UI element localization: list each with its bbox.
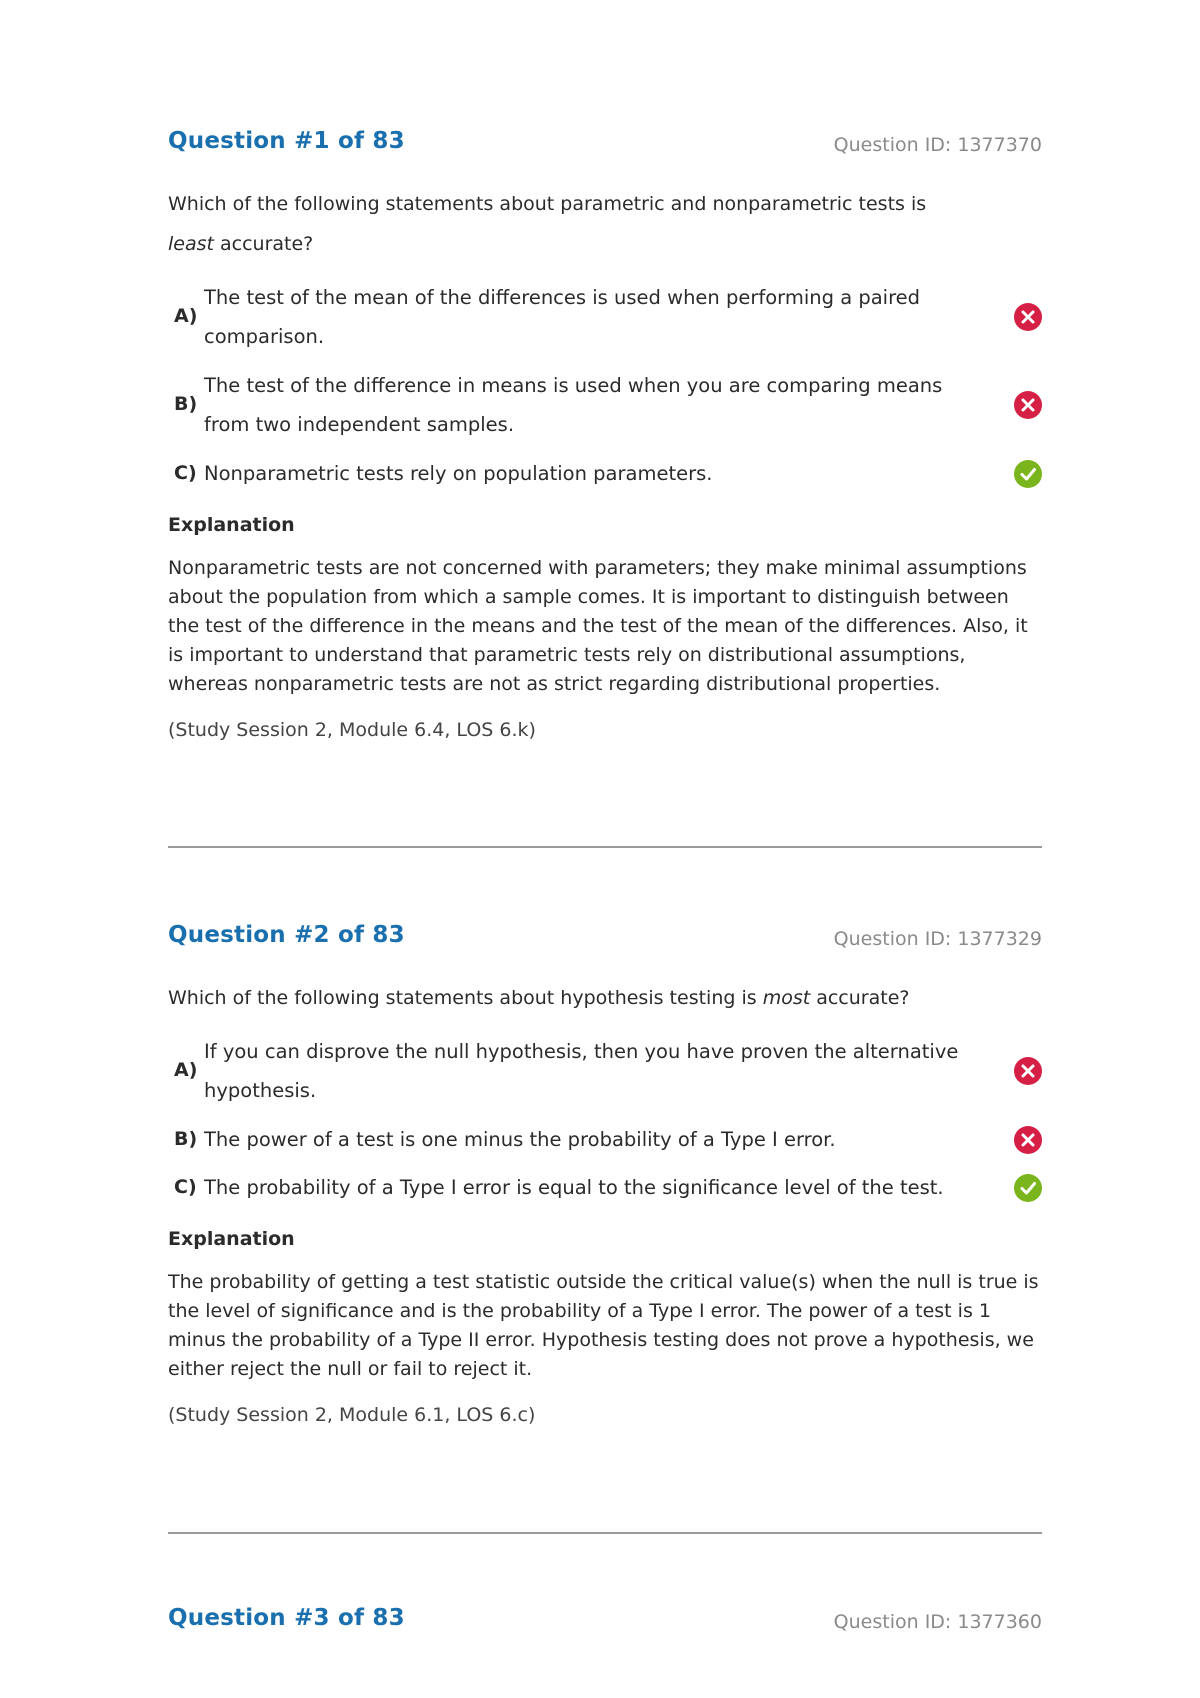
option-c[interactable] <box>168 1168 1042 1208</box>
question-3 <box>168 1605 1042 1645</box>
question-divider <box>168 846 1042 848</box>
question-stem: Which of the following statements about hypothesis testing is most accurate? <box>168 987 910 1009</box>
option-letter: A) <box>174 1059 198 1081</box>
stem-emphasis: most <box>762 987 811 1009</box>
question-header <box>168 128 1042 168</box>
option-letter: C) <box>174 1176 197 1198</box>
explanation-title: Explanation <box>168 514 295 536</box>
option-letter: B) <box>174 1128 198 1150</box>
question-id: Question ID: 1377360 <box>833 1611 1042 1633</box>
question-stem: Which of the following statements about parametric and nonparametric tests is least accurate? <box>168 193 927 255</box>
x-circle-icon <box>1014 391 1042 419</box>
x-circle-icon <box>1014 1057 1042 1085</box>
option-a[interactable] <box>168 1032 1042 1110</box>
check-circle-icon <box>1014 460 1042 488</box>
question-divider <box>168 1532 1042 1534</box>
option-text: The test of the difference in means is used when you are comparing means from two independent samples. <box>204 374 943 436</box>
option-b[interactable] <box>168 1120 1042 1160</box>
option-text: The test of the mean of the differences is used when performing a paired comparison. <box>204 286 921 348</box>
x-circle-icon <box>1014 303 1042 331</box>
question-1 <box>168 128 1042 741</box>
option-a[interactable] <box>168 278 1042 356</box>
question-title: Question #2 of 83 <box>168 922 405 948</box>
check-circle-icon <box>1014 1174 1042 1202</box>
stem-emphasis: least <box>168 233 214 255</box>
option-text: The power of a test is one minus the probability of a Type I error. <box>204 1128 836 1151</box>
question-id: Question ID: 1377329 <box>833 928 1042 950</box>
question-title: Question #1 of 83 <box>168 128 405 154</box>
explanation-text: Nonparametric tests are not concerned with parameters; they make minimal assumptions about the population from which a sample comes. It is important to distinguish between the test of the difference in the means and the test of the mean of the differences. Also, it is important to understand that parametric tests rely on distributional assumptions, whereas nonparametric tests are not as strict regarding distributional properties. <box>168 557 1028 695</box>
explanation-text: The probability of getting a test statistic outside the critical value(s) when the null is true is the level of significance and is the probability of a Type I error. The power of a test is 1 minus the probability of a Type II error. Hypothesis testing does not prove a hypothesis, we either reject the null or fail to reject it. <box>168 1271 1039 1380</box>
option-letter: C) <box>174 462 197 484</box>
option-c[interactable] <box>168 454 1042 494</box>
question-header <box>168 922 1042 962</box>
option-text: If you can disprove the null hypothesis, then you have proven the alternative hypothesis. <box>204 1040 959 1102</box>
option-letter: A) <box>174 305 198 327</box>
x-circle-icon <box>1014 1126 1042 1154</box>
reference: (Study Session 2, Module 6.4, LOS 6.k) <box>168 719 536 741</box>
explanation-title: Explanation <box>168 1228 295 1250</box>
reference: (Study Session 2, Module 6.1, LOS 6.c) <box>168 1404 536 1426</box>
question-id: Question ID: 1377370 <box>833 134 1042 156</box>
question-title: Question #3 of 83 <box>168 1605 405 1631</box>
option-text: Nonparametric tests rely on population parameters. <box>204 462 713 485</box>
option-b[interactable] <box>168 366 1042 444</box>
question-2 <box>168 922 1042 1426</box>
option-letter: B) <box>174 393 198 415</box>
option-text: The probability of a Type I error is equal to the significance level of the test. <box>204 1176 944 1199</box>
question-header <box>168 1605 1042 1645</box>
